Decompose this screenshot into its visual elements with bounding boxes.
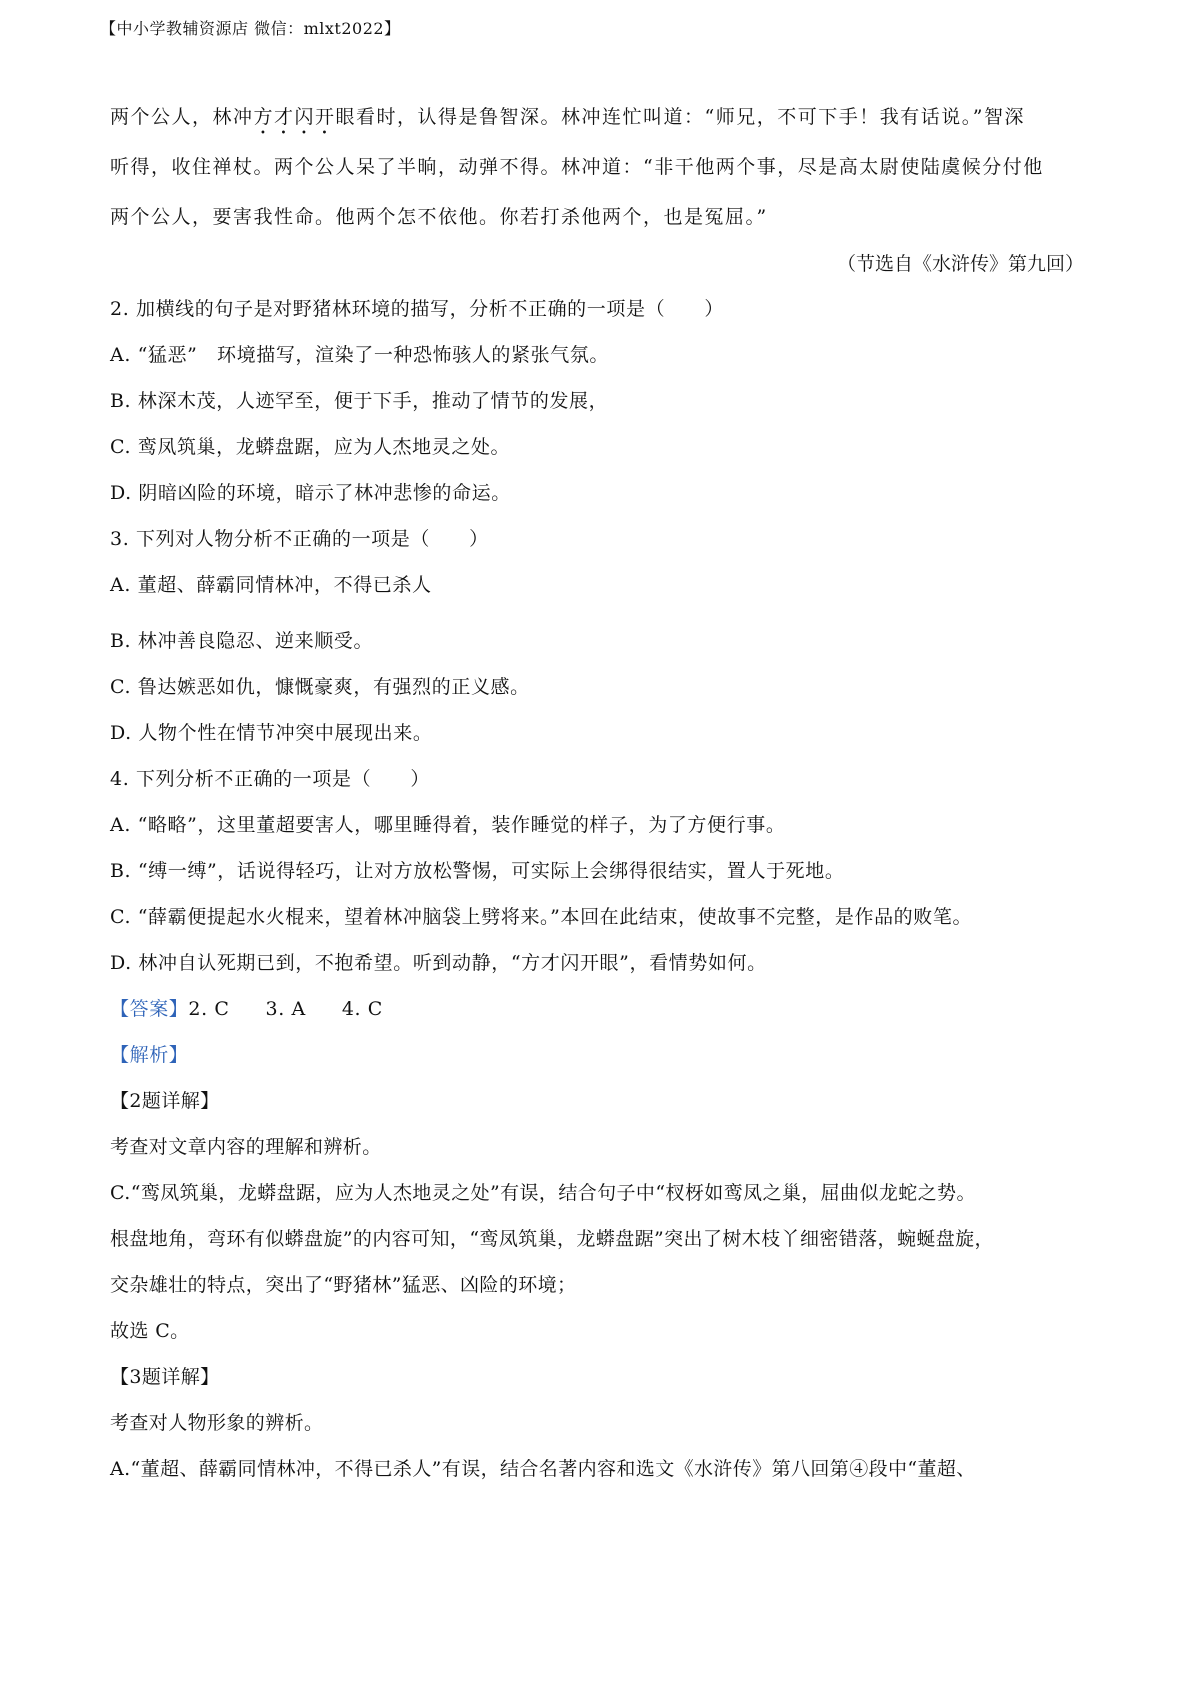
question-stem: 2. 加横线的句子是对野猪林环境的描写，分析不正确的一项是（ ） — [110, 298, 724, 320]
passage-text: 眼看时，认得是鲁智深。林冲连忙叫道：“师兄，不可下手！我有话说。”智深 — [335, 106, 1025, 128]
option-c: C. 鲁达嫉恶如仇，慷慨豪爽，有强烈的正义感。 — [110, 676, 530, 698]
question-stem: 3. 下列对人物分析不正确的一项是（ ） — [110, 528, 489, 550]
detail-line: 根盘地角，弯环有似蟒盘旋”的内容可知，“鸾凤筑巢，龙蟒盘踞”突出了树木枝丫细密错落，蜿蜒盘旋， — [110, 1228, 994, 1250]
passage-source: （节选自《水浒传》第九回） — [836, 253, 1084, 275]
passage-excerpt — [110, 92, 1090, 242]
answer-item: 4. C — [341, 998, 383, 1020]
detail-3 — [110, 1354, 1090, 1492]
option-b: B. 林深木茂，人迹罕至，便于下手，推动了情节的发展， — [110, 390, 609, 412]
passage-text: 两个公人，林冲 — [110, 106, 254, 128]
option-d: D. 人物个性在情节冲突中展现出来。 — [110, 722, 433, 744]
answer-line — [110, 986, 1090, 1032]
question-3 — [110, 516, 1090, 756]
option-a: A. “猛恶” 环境描写，渲染了一种恐怖骇人的紧张气氛。 — [110, 344, 610, 366]
option-c: C. 鸾凤筑巢，龙蟒盘踞，应为人杰地灵之处。 — [110, 436, 511, 458]
question-2 — [110, 286, 1090, 516]
emphasis-dotted-text: 方才闪开 — [253, 106, 336, 128]
detail-line: A.“董超、薛霸同情林冲，不得已杀人”有误，结合名著内容和选文《水浒传》第八回第④段中“董超、 — [110, 1458, 976, 1480]
document-body — [110, 92, 1090, 1492]
detail-line: C.“鸾凤筑巢，龙蟒盘踞，应为人杰地灵之处”有误，结合句子中“杈枒如鸾凤之巢，屈曲似龙蛇之势。 — [110, 1182, 976, 1204]
question-4 — [110, 756, 1090, 986]
option-b: B. 林冲善良隐忍、逆来顺受。 — [110, 630, 374, 652]
answer-label: 【答案】 — [110, 998, 189, 1020]
passage-line: 听得，收住禅杖。两个公人呆了半晌，动弹不得。林冲道：“非干他两个事，尽是高太尉使陆虞候分付他 — [110, 156, 1044, 178]
option-a: A. 董超、薛霸同情林冲，不得已杀人 — [110, 574, 432, 596]
detail-line: 交杂雄壮的特点，突出了“野猪林”猛恶、凶险的环境； — [110, 1274, 577, 1296]
passage-line — [110, 92, 1090, 142]
answer-item: 2. C — [188, 998, 230, 1020]
option-d: D. 阴暗凶险的环境，暗示了林冲悲惨的命运。 — [110, 482, 511, 504]
detail-intro: 考查对文章内容的理解和辨析。 — [110, 1136, 382, 1158]
detail-2 — [110, 1078, 1090, 1354]
detail-heading: 【3题详解】 — [110, 1366, 220, 1388]
detail-intro: 考查对人物形象的辨析。 — [110, 1412, 324, 1434]
option-a: A. “略略”，这里董超要害人，哪里睡得着，装作睡觉的样子，为了方便行事。 — [110, 814, 786, 836]
question-stem: 4. 下列分析不正确的一项是（ ） — [110, 768, 430, 790]
detail-conclusion: 故选 C。 — [110, 1320, 190, 1342]
header-watermark: 【中小学教辅资源店 微信：mlxt2022】 — [100, 19, 401, 38]
analysis-label: 【解析】 — [110, 1044, 189, 1066]
option-d: D. 林冲自认死期已到，不抱希望。听到动静，“方才闪开眼”，看情势如何。 — [110, 952, 767, 974]
option-b: B. “缚一缚”，话说得轻巧，让对方放松警惕，可实际上会绑得很结实，置人于死地。 — [110, 860, 845, 882]
option-c: C. “薛霸便提起水火棍来，望着林冲脑袋上劈将来。”本回在此结束，使故事不完整，是作品的败笔。 — [110, 906, 973, 928]
detail-heading: 【2题详解】 — [110, 1090, 220, 1112]
passage-line: 两个公人，要害我性命。他两个怎不依他。你若打杀他两个，也是冤屈。” — [110, 206, 768, 228]
answer-item: 3. A — [265, 998, 306, 1020]
